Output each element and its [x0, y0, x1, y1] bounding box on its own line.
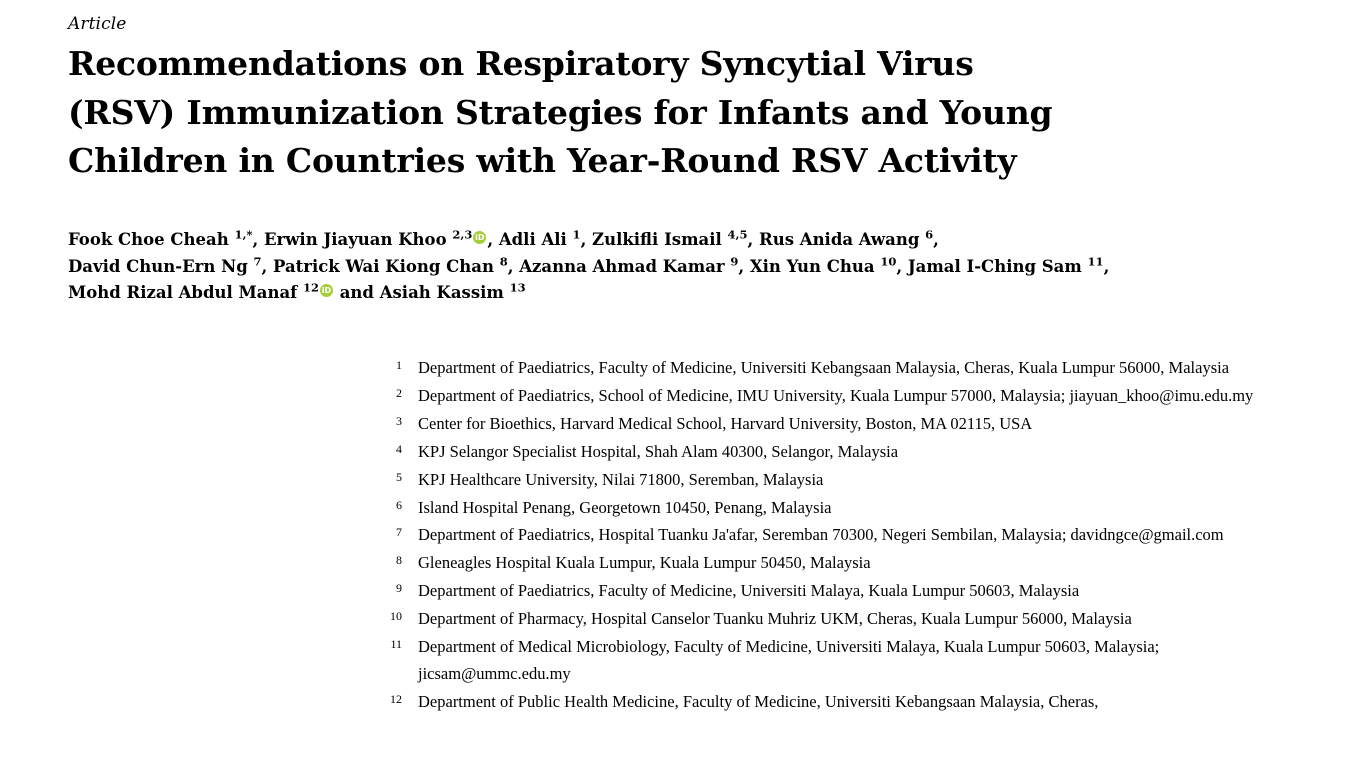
author-separator: and Asiah Kassim: [334, 283, 510, 303]
author-affiliation-marker: 2,3: [452, 227, 473, 242]
author-separator: ,: [1103, 256, 1110, 276]
affiliation-text: KPJ Healthcare University, Nilai 71800, Seremban, Malaysia: [418, 469, 824, 489]
author-affiliation-marker: 10: [880, 254, 897, 269]
orcid-icon[interactable]: [320, 284, 333, 297]
affiliation-text: Department of Paediatrics, Faculty of Medicine, Universiti Kebangsaan Malaysia, Cheras, Kuala Lumpur 56000, Malaysia: [418, 358, 1230, 378]
affiliation-text: Department of Medical Microbiology, Faculty of Medicine, Universiti Malaya, Kuala Lumpur 50603, Malaysia; jicsam@ummc.edu.my: [418, 636, 1160, 683]
list-item: [368, 578, 1298, 605]
author-separator: , Rus Anida Awang: [747, 229, 926, 249]
affiliation-number: 1: [396, 358, 402, 373]
orcid-icon[interactable]: [473, 231, 486, 244]
author-separator: , Adli Ali: [487, 229, 573, 249]
author-affiliation-marker: 6: [925, 227, 934, 242]
list-item: [368, 439, 1298, 466]
affiliation-list: [368, 355, 1298, 716]
author-affiliation-marker: 1,*: [234, 227, 253, 242]
affiliation-number: 7: [396, 525, 402, 540]
list-item: [368, 689, 1298, 716]
author-name: Fook Choe Cheah: [68, 229, 235, 249]
affiliation-text: Department of Public Health Medicine, Faculty of Medicine, Universiti Kebangsaan Malaysia, Cheras,: [418, 691, 1099, 711]
author-affiliation-marker: 9: [730, 254, 739, 269]
author-separator: , Zulkifli Ismail: [580, 229, 728, 249]
affiliation-text: Center for Bioethics, Harvard Medical School, Harvard University, Boston, MA 02115, USA: [418, 413, 1033, 433]
list-item: [368, 411, 1298, 438]
affiliation-text: KPJ Selangor Specialist Hospital, Shah Alam 40300, Selangor, Malaysia: [418, 441, 899, 461]
author-separator: , Azanna Ahmad Kamar: [507, 256, 731, 276]
author-line-2: [68, 254, 1298, 281]
affiliation-text: Department of Pharmacy, Hospital Canselor Tuanku Muhriz UKM, Cheras, Kuala Lumpur 56000, Malaysia: [418, 609, 1132, 629]
affiliation-number: 8: [396, 553, 402, 568]
author-line-1: [68, 227, 1298, 254]
affiliation-number: 3: [396, 413, 402, 428]
list-item: [368, 606, 1298, 633]
author-list: [68, 227, 1298, 307]
list-item: [368, 355, 1298, 382]
affiliation-number: 6: [396, 497, 402, 512]
affiliation-number: 11: [390, 636, 402, 651]
author-affiliation-marker: 13: [509, 280, 526, 295]
list-item: [368, 522, 1298, 549]
author-separator: , Jamal I-Ching Sam: [896, 256, 1088, 276]
author-affiliation-marker: 4,5: [727, 227, 748, 242]
list-item: [368, 495, 1298, 522]
article-type-label: Article: [68, 14, 127, 34]
affiliation-text: Gleneagles Hospital Kuala Lumpur, Kuala Lumpur 50450, Malaysia: [418, 553, 871, 573]
author-separator: , Erwin Jiayuan Khoo: [252, 229, 453, 249]
author-affiliation-marker: 11: [1087, 254, 1104, 269]
author-line-3: [68, 280, 1298, 307]
affiliation-number: 4: [396, 441, 402, 456]
list-item: [368, 634, 1298, 688]
affiliation-text: Department of Paediatrics, Faculty of Medicine, Universiti Malaya, Kuala Lumpur 50603, Malaysia: [418, 581, 1080, 601]
page-title: Recommendations on Respiratory Syncytial Virus (RSV) Immunization Strategies for Infants and Young Children in Countries with Year-Round RSV Activity: [68, 44, 1053, 180]
author-affiliation-marker: 1: [572, 227, 581, 242]
list-item: [368, 550, 1298, 577]
affiliation-number: 12: [390, 691, 402, 706]
author-affiliation-marker: 7: [253, 254, 262, 269]
affiliation-number: 10: [390, 609, 402, 624]
list-item: [368, 467, 1298, 494]
author-separator: , Patrick Wai Kiong Chan: [261, 256, 500, 276]
author-name: Mohd Rizal Abdul Manaf: [68, 283, 303, 303]
affiliation-number: 5: [396, 469, 402, 484]
affiliation-text: Department of Paediatrics, School of Medicine, IMU University, Kuala Lumpur 57000, Malaysia; jiayuan_khoo@imu.edu.my: [418, 385, 1254, 405]
list-item: [368, 383, 1298, 410]
author-affiliation-marker: 12: [302, 280, 319, 295]
affiliation-number: 2: [396, 385, 402, 400]
author-affiliation-marker: 8: [499, 254, 508, 269]
affiliation-text: Department of Paediatrics, Hospital Tuanku Ja'afar, Seremban 70300, Negeri Sembilan, Malaysia; davidngce@gmail.com: [418, 525, 1224, 545]
author-name: David Chun-Ern Ng: [68, 256, 254, 276]
affiliation-text: Island Hospital Penang, Georgetown 10450, Penang, Malaysia: [418, 497, 832, 517]
affiliation-number: 9: [396, 581, 402, 596]
author-separator: , Xin Yun Chua: [738, 256, 881, 276]
author-separator: ,: [933, 229, 939, 249]
